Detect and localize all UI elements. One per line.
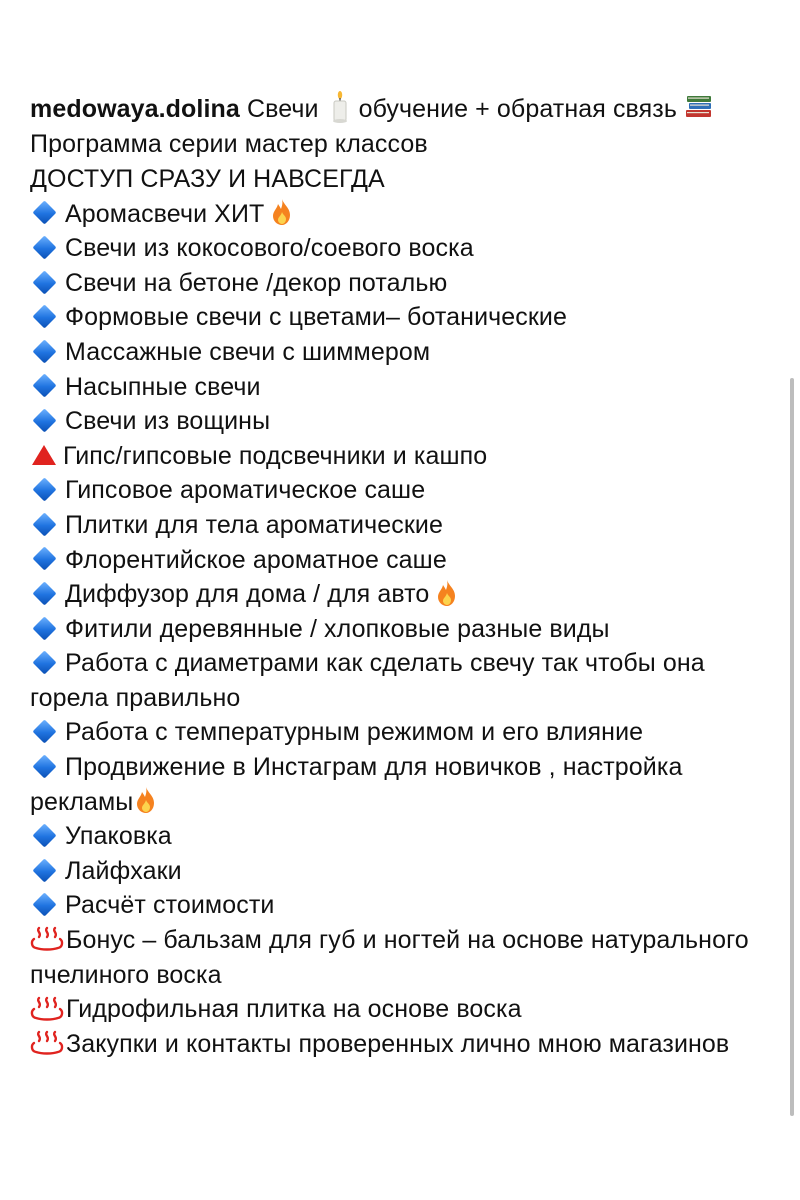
list-item [30, 197, 770, 232]
list-item [30, 888, 770, 923]
blue-diamond-icon [32, 305, 56, 329]
list-item-label: Флорентийское ароматное саше [65, 545, 447, 574]
list-item [30, 508, 770, 543]
list-item-label: Работа с диаметрами как сделать свечу так чтобы она горела правильно [30, 649, 705, 712]
blue-diamond-icon [32, 616, 56, 640]
blue-diamond-icon [32, 824, 56, 848]
list-item [30, 923, 770, 992]
candle-icon [329, 90, 351, 124]
red-triangle-icon [32, 445, 56, 465]
list-item-label: Насыпные свечи [65, 372, 261, 401]
list-item-label: Продвижение в Инстаграм для новичков , настройка рекламы [30, 753, 683, 816]
list-item-label: Формовые свечи с цветами– ботанические [65, 303, 567, 332]
caption-header-line [30, 92, 770, 127]
list-item [30, 1027, 770, 1062]
blue-diamond-icon [32, 409, 56, 433]
list-item [30, 370, 770, 405]
blue-diamond-icon [32, 651, 56, 675]
list-item [30, 715, 770, 750]
hot-springs-icon [30, 926, 64, 952]
blue-diamond-icon [32, 270, 56, 294]
blue-diamond-icon [32, 858, 56, 882]
list-item [30, 266, 770, 301]
program-label: Программа серии мастер классов [30, 130, 428, 159]
program-list [30, 197, 770, 1062]
list-item-label: Расчёт стоимости [65, 891, 275, 920]
hot-springs-icon [30, 1030, 64, 1056]
books-icon [684, 94, 714, 120]
list-item [30, 439, 770, 474]
list-item [30, 300, 770, 335]
blue-diamond-icon [32, 374, 56, 398]
blue-diamond-icon [32, 236, 56, 260]
blue-diamond-icon [32, 754, 56, 778]
blue-diamond-icon [32, 893, 56, 917]
blue-diamond-icon [32, 581, 56, 605]
list-item-label: Упаковка [65, 822, 172, 851]
blue-diamond-icon [32, 547, 56, 571]
list-item [30, 335, 770, 370]
list-item-label: Свечи из вощины [65, 407, 271, 436]
list-item [30, 473, 770, 508]
blue-diamond-icon [32, 201, 56, 225]
list-item-label: Бонус – бальзам для губ и ногтей на основе натурального пчелиного воска [30, 926, 749, 989]
caption-title-part2: обучение + обратная связь [358, 95, 677, 123]
blue-diamond-icon [32, 720, 56, 744]
list-item-label: Гипс/гипсовые подсвечники и кашпо [63, 441, 488, 470]
hot-springs-icon [30, 996, 64, 1022]
list-item-label: Диффузор для дома / для авто [65, 580, 430, 609]
list-item [30, 819, 770, 854]
list-item-label: Массажные свечи с шиммером [65, 337, 431, 366]
fire-icon [435, 579, 459, 607]
list-item [30, 992, 770, 1027]
scrollbar[interactable] [790, 378, 794, 1116]
list-item [30, 577, 770, 612]
list-item-label: Фитили деревянные / хлопковые разные виды [65, 614, 610, 643]
list-item-label: Свечи из кокосового/соевого воска [65, 234, 474, 263]
blue-diamond-icon [32, 512, 56, 536]
access-label: ДОСТУП СРАЗУ И НАВСЕГДА [30, 164, 385, 193]
list-item-label: Плитки для тела ароматические [65, 510, 443, 539]
list-item-label: Гипсовое ароматическое саше [65, 476, 426, 505]
list-item-label: Закупки и контакты проверенных лично мною магазинов [66, 1029, 730, 1058]
list-item-label: Аромасвечи ХИТ [65, 199, 265, 228]
post-caption [30, 92, 770, 1061]
caption-title-part1: Свечи [246, 95, 319, 123]
list-item [30, 854, 770, 889]
fire-icon [270, 198, 294, 226]
list-item [30, 231, 770, 266]
blue-diamond-icon [32, 478, 56, 502]
list-item-label: Лайфхаки [65, 856, 182, 885]
list-item [30, 404, 770, 439]
list-item [30, 646, 770, 715]
list-item [30, 750, 770, 819]
list-item [30, 612, 770, 647]
list-item-label: Свечи на бетоне /декор поталью [65, 268, 448, 297]
fire-icon [134, 786, 158, 814]
list-item-label: Работа с температурным режимом и его влияние [65, 718, 644, 747]
username-link[interactable]: medowaya.dolina [30, 95, 240, 123]
list-item-label: Гидрофильная плитка на основе воска [66, 995, 522, 1024]
list-item [30, 543, 770, 578]
blue-diamond-icon [32, 339, 56, 363]
